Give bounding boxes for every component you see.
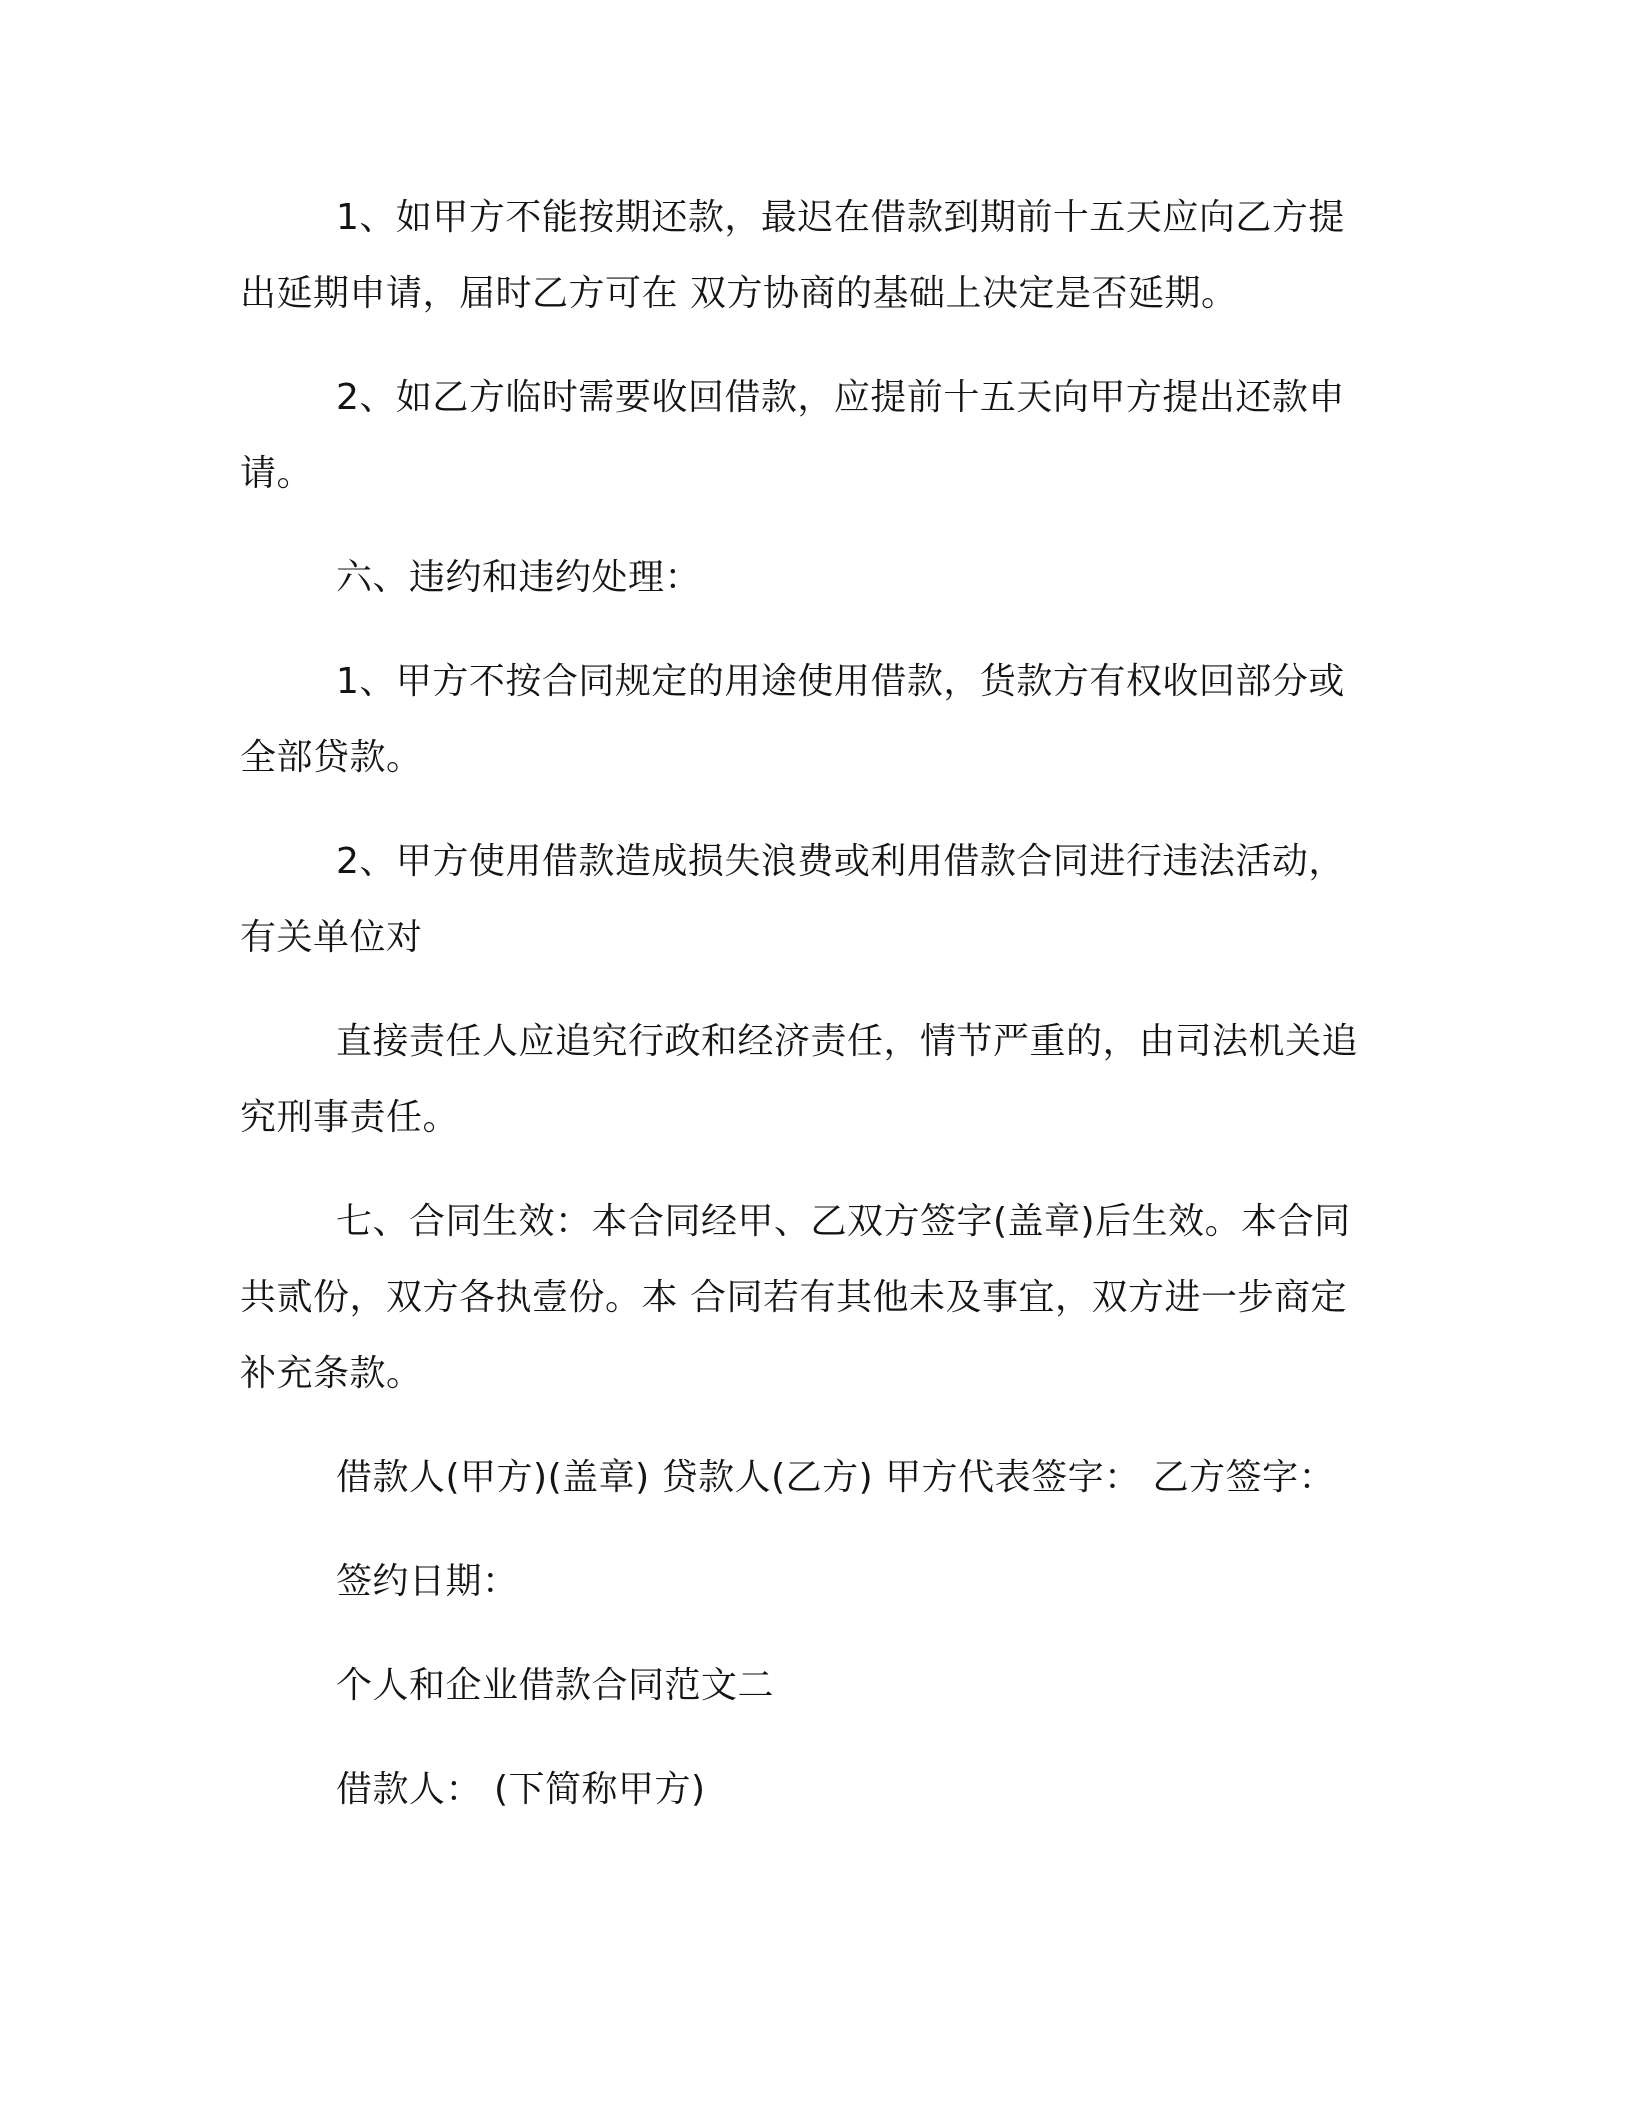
text-line: 借款人(甲方)(盖章) 贷款人(乙方) 甲方代表签字： 乙方签字：	[336, 1457, 1336, 1498]
text-line: 2、如乙方临时需要收回借款，应提前十五天向甲方提出还款申	[336, 377, 1345, 418]
clause-early-recall	[240, 360, 1380, 512]
text-line: 个人和企业借款合同范文二	[336, 1665, 775, 1706]
text-line: 2、甲方使用借款造成损失浪费或利用借款合同进行违法活动，	[336, 841, 1345, 882]
section-effectiveness	[240, 1184, 1380, 1412]
text-line: 七、合同生效：本合同经甲、乙双方签字(盖章)后生效。本合同	[336, 1201, 1351, 1242]
text-line: 1、如甲方不能按期还款，最迟在借款到期前十五天应向乙方提	[336, 197, 1345, 238]
clause-responsibility	[240, 1004, 1380, 1156]
text-line: 请。	[240, 453, 314, 494]
clause-misuse	[240, 644, 1380, 796]
document-page	[240, 180, 1380, 1856]
text-line: 签约日期：	[336, 1561, 519, 1602]
text-line: 1、甲方不按合同规定的用途使用借款，货款方有权收回部分或	[336, 661, 1345, 702]
text-line: 全部贷款。	[240, 737, 423, 778]
sample-title	[240, 1648, 1380, 1724]
clause-illegal-activity	[240, 824, 1380, 976]
text-line: 六、违约和违约处理：	[336, 557, 702, 598]
section-heading-breach	[240, 540, 1380, 616]
text-line: 有关单位对	[240, 917, 423, 958]
text-line: 直接责任人应追究行政和经济责任，情节严重的，由司法机关追	[336, 1021, 1359, 1062]
text-line: 共贰份，双方各执壹份。本 合同若有其他未及事宜，双方进一步商定	[240, 1277, 1347, 1318]
borrower-line	[240, 1752, 1380, 1828]
text-line: 借款人： (下简称甲方)	[336, 1769, 706, 1810]
signature-block	[240, 1440, 1380, 1516]
text-line: 出延期申请，届时乙方可在 双方协商的基础上决定是否延期。	[240, 273, 1238, 314]
text-line: 补充条款。	[240, 1353, 423, 1394]
text-line: 究刑事责任。	[240, 1097, 460, 1138]
signing-date	[240, 1544, 1380, 1620]
clause-extension-request	[240, 180, 1380, 332]
